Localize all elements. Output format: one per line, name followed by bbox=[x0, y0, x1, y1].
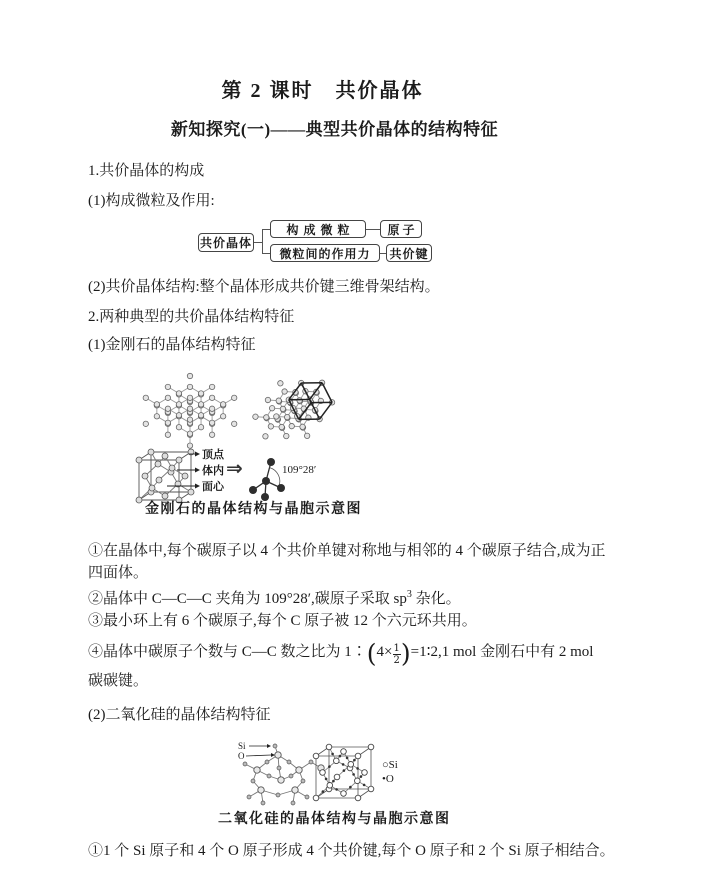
diamond-point3: ③最小环上有 6 个碳原子,每个 C 原子被 12 个六元环共用。 bbox=[88, 613, 477, 629]
tetrahedral-angle-figure bbox=[246, 454, 328, 504]
section2-heading: 2.两种典型的共价晶体结构特征 bbox=[88, 309, 295, 325]
silica-heading: (2)二氧化硅的晶体结构特征 bbox=[88, 707, 271, 723]
diamond-point1-line2: 四面体。 bbox=[88, 565, 149, 581]
diamond-unit-cell-figure bbox=[133, 444, 233, 504]
one-half-fraction bbox=[393, 643, 401, 667]
diamond-point4-line2: 碳碳键。 bbox=[88, 673, 149, 689]
point4-multiplier: 4× bbox=[376, 644, 393, 660]
flowchart-branch2-label-box: 微粒间的作用力 bbox=[270, 244, 380, 262]
open-paren: ( bbox=[366, 639, 377, 668]
legend-o-row bbox=[382, 772, 398, 786]
diamond-point1-line1: ①在晶体中,每个碳原子以 4 个共价单键对称地与相邻的 4 个碳原子结合,成为正 bbox=[88, 543, 606, 559]
si-circle-icon: ○ bbox=[382, 759, 389, 771]
face-center-label: 面心 bbox=[202, 481, 224, 493]
bond-angle-label: 109°28′ bbox=[282, 464, 317, 476]
legend-o-label: O bbox=[385, 773, 394, 785]
flowchart-branch2-value-box: 共价键 bbox=[386, 244, 432, 262]
connector-line bbox=[380, 253, 386, 254]
point4-text-end: =1∶2,1 mol 金刚石中有 2 mol bbox=[410, 644, 594, 660]
point4-text: ④晶体中碳原子个数与 C—C 数之比为 1∶ bbox=[88, 644, 367, 660]
o-dot-icon: • bbox=[382, 773, 386, 785]
connector-line bbox=[254, 242, 262, 243]
silica-figure-caption: 二氧化硅的晶体结构与晶胞示意图 bbox=[218, 812, 451, 827]
close-paren: ) bbox=[400, 639, 411, 668]
connector-line bbox=[366, 229, 380, 230]
point2-text-end: 杂化。 bbox=[411, 591, 461, 607]
page-title: 第 2 课时 共价晶体 bbox=[221, 80, 424, 102]
diamond-heading: (1)金刚石的晶体结构特征 bbox=[88, 337, 256, 353]
sp3-superscript: 3 bbox=[406, 589, 412, 600]
body-label: 体内 bbox=[202, 465, 224, 477]
fraction-numerator: 1 bbox=[393, 642, 400, 654]
flowchart-root-box: 共价晶体 bbox=[198, 233, 254, 252]
fraction-denominator: 2 bbox=[393, 655, 400, 666]
section1-item2: (2)共价晶体结构:整个晶体形成共价键三维骨架结构。 bbox=[88, 279, 440, 295]
right-arrow-icon bbox=[195, 452, 200, 489]
diamond-figure-caption: 金刚石的晶体结构与晶胞示意图 bbox=[145, 502, 362, 517]
vertex-label: 顶点 bbox=[202, 449, 224, 461]
silica-figure bbox=[88, 736, 617, 832]
o-atom-label: O bbox=[238, 751, 245, 761]
legend-si-row bbox=[382, 758, 398, 772]
diamond-structure-with-unit-cube-figure bbox=[238, 370, 350, 458]
connector-line bbox=[262, 229, 263, 254]
silica-legend bbox=[382, 758, 398, 786]
silica-unit-cell-figure bbox=[312, 740, 376, 804]
covalent-crystal-flowchart bbox=[198, 220, 468, 266]
legend-si-label: Si bbox=[388, 759, 398, 771]
diamond-point4 bbox=[88, 637, 617, 667]
si-atom-label: Si bbox=[238, 741, 246, 751]
section1-item1-label: (1)构成微粒及作用: bbox=[88, 193, 215, 209]
connector-line bbox=[262, 253, 270, 254]
silica-point1: ①1 个 Si 原子和 4 个 O 原子形成 4 个共价键,每个 O 原子和 2 个 Si 原子相结合。 bbox=[88, 843, 615, 859]
section1-heading: 1.共价晶体的构成 bbox=[88, 163, 205, 179]
flowchart-branch1-label-box: 构成微粒 bbox=[270, 220, 366, 238]
point2-text: ②晶体中 C—C—C 夹角为 109°28′,碳原子采取 sp bbox=[88, 591, 407, 607]
diamond-point2 bbox=[88, 584, 617, 610]
flowchart-branch1-value-box: 原子 bbox=[380, 220, 422, 238]
diamond-figure bbox=[88, 370, 617, 522]
double-arrow-icon: ⇒ bbox=[226, 456, 243, 480]
page-subtitle: 新知探究(一)——典型共价晶体的结构特征 bbox=[170, 120, 499, 139]
connector-line bbox=[262, 229, 270, 230]
